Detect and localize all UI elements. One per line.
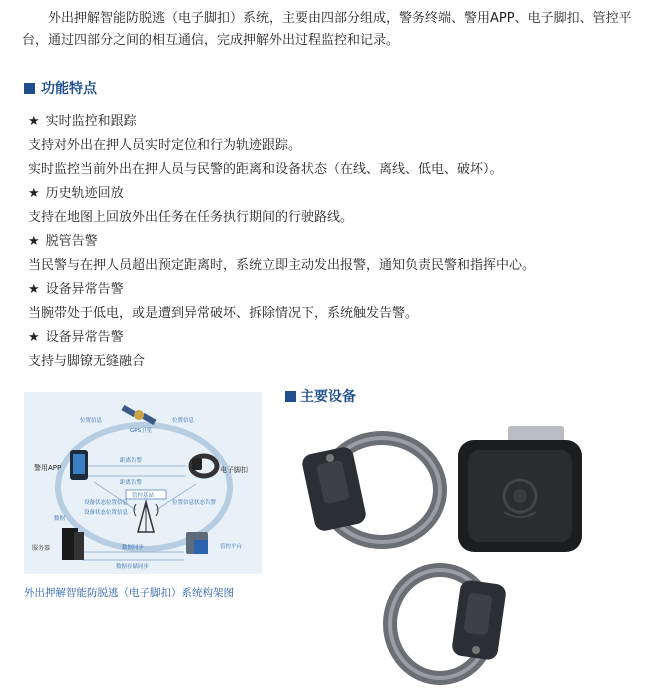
sat-right-label: 位置信息	[172, 418, 195, 424]
computer-icon	[186, 532, 208, 554]
anklet-photo	[390, 570, 507, 678]
feature-desc: 当民警与在押人员超出预定距离时，系统立即主动发出报警，通知负责民警和指挥中心。	[28, 258, 536, 273]
tower-icon	[134, 500, 158, 532]
diagram-caption: 外出押解智能防脱逃（电子脚扣）系统构架图	[24, 587, 234, 599]
star-icon: ★	[28, 114, 40, 129]
bottom-2-label: 数据存储同步	[116, 564, 150, 570]
feature-title: ★ 设备异常告警	[28, 282, 124, 297]
feature-desc: 支持对外出在押人员实时定位和行为轨迹跟踪。	[28, 138, 302, 153]
star-icon: ★	[28, 186, 40, 201]
star-icon: ★	[28, 282, 40, 297]
feature-title: ★ 历史轨迹回放	[28, 186, 124, 201]
station-label: 管控基站	[132, 493, 155, 499]
feature-desc: 支持在地图上回放外出任务在任务执行期间的行驶路线。	[28, 210, 354, 225]
satellite-label: GPS卫星	[130, 428, 153, 434]
terminal-photo	[458, 426, 582, 552]
satellite-icon	[121, 405, 156, 425]
feature-title: ★ 实时监控和跟踪	[28, 114, 137, 129]
intro-paragraph: 外出押解智能防脱逃（电子脚扣）系统，主要由四部分组成，警务终端、警用APP、电子脚扣、管控平台，通过四部分之间的相互通信，完成押解外出过程监控和记录。	[22, 11, 632, 48]
equipment-heading	[285, 386, 356, 406]
center-1-label: 设备状态位置信息	[84, 500, 129, 506]
server-up-label: 数据	[54, 516, 66, 522]
feature-desc: 支持与脚镣无缝融合	[28, 354, 146, 369]
square-bullet-icon	[24, 83, 35, 94]
anklet-down-label: 位置信息状态告警	[172, 500, 217, 506]
app-anklet-top-label: 距离告警	[120, 458, 143, 464]
sat-left-label: 位置信息	[80, 418, 103, 424]
anklet-label: 电子脚扣	[220, 466, 248, 474]
server-label: 服务器	[32, 545, 51, 552]
app-label: 警用APP	[34, 464, 62, 472]
anklet-icon	[191, 456, 217, 476]
anklet-photo	[300, 438, 440, 542]
app-anklet-bottom-label: 距离告警	[120, 480, 143, 486]
platform-label: 管控平台	[220, 544, 243, 550]
features-heading-text: 功能特点	[41, 81, 97, 97]
star-icon: ★	[28, 330, 40, 345]
feature-desc: 当腕带处于低电，或是遭到异常破坏、拆除情况下，系统触发告警。	[28, 306, 419, 321]
device-photos	[270, 410, 650, 692]
equipment-heading-text: 主要设备	[300, 389, 356, 405]
architecture-diagram	[24, 392, 262, 574]
phone-icon	[70, 450, 88, 480]
center-2-label: 设备状态位置信息	[84, 510, 129, 516]
square-bullet-icon	[285, 391, 296, 402]
star-icon: ★	[28, 234, 40, 249]
server-icon	[62, 528, 84, 560]
features-heading	[24, 78, 97, 98]
feature-title: ★ 脱管告警	[28, 234, 98, 249]
features-list	[28, 110, 638, 374]
feature-desc: 实时监控当前外出在押人员与民警的距离和设备状态（在线、离线、低电、破坏）。	[28, 162, 503, 177]
feature-title: ★ 设备异常告警	[28, 330, 124, 345]
bottom-1-label: 数据同步	[122, 545, 145, 551]
